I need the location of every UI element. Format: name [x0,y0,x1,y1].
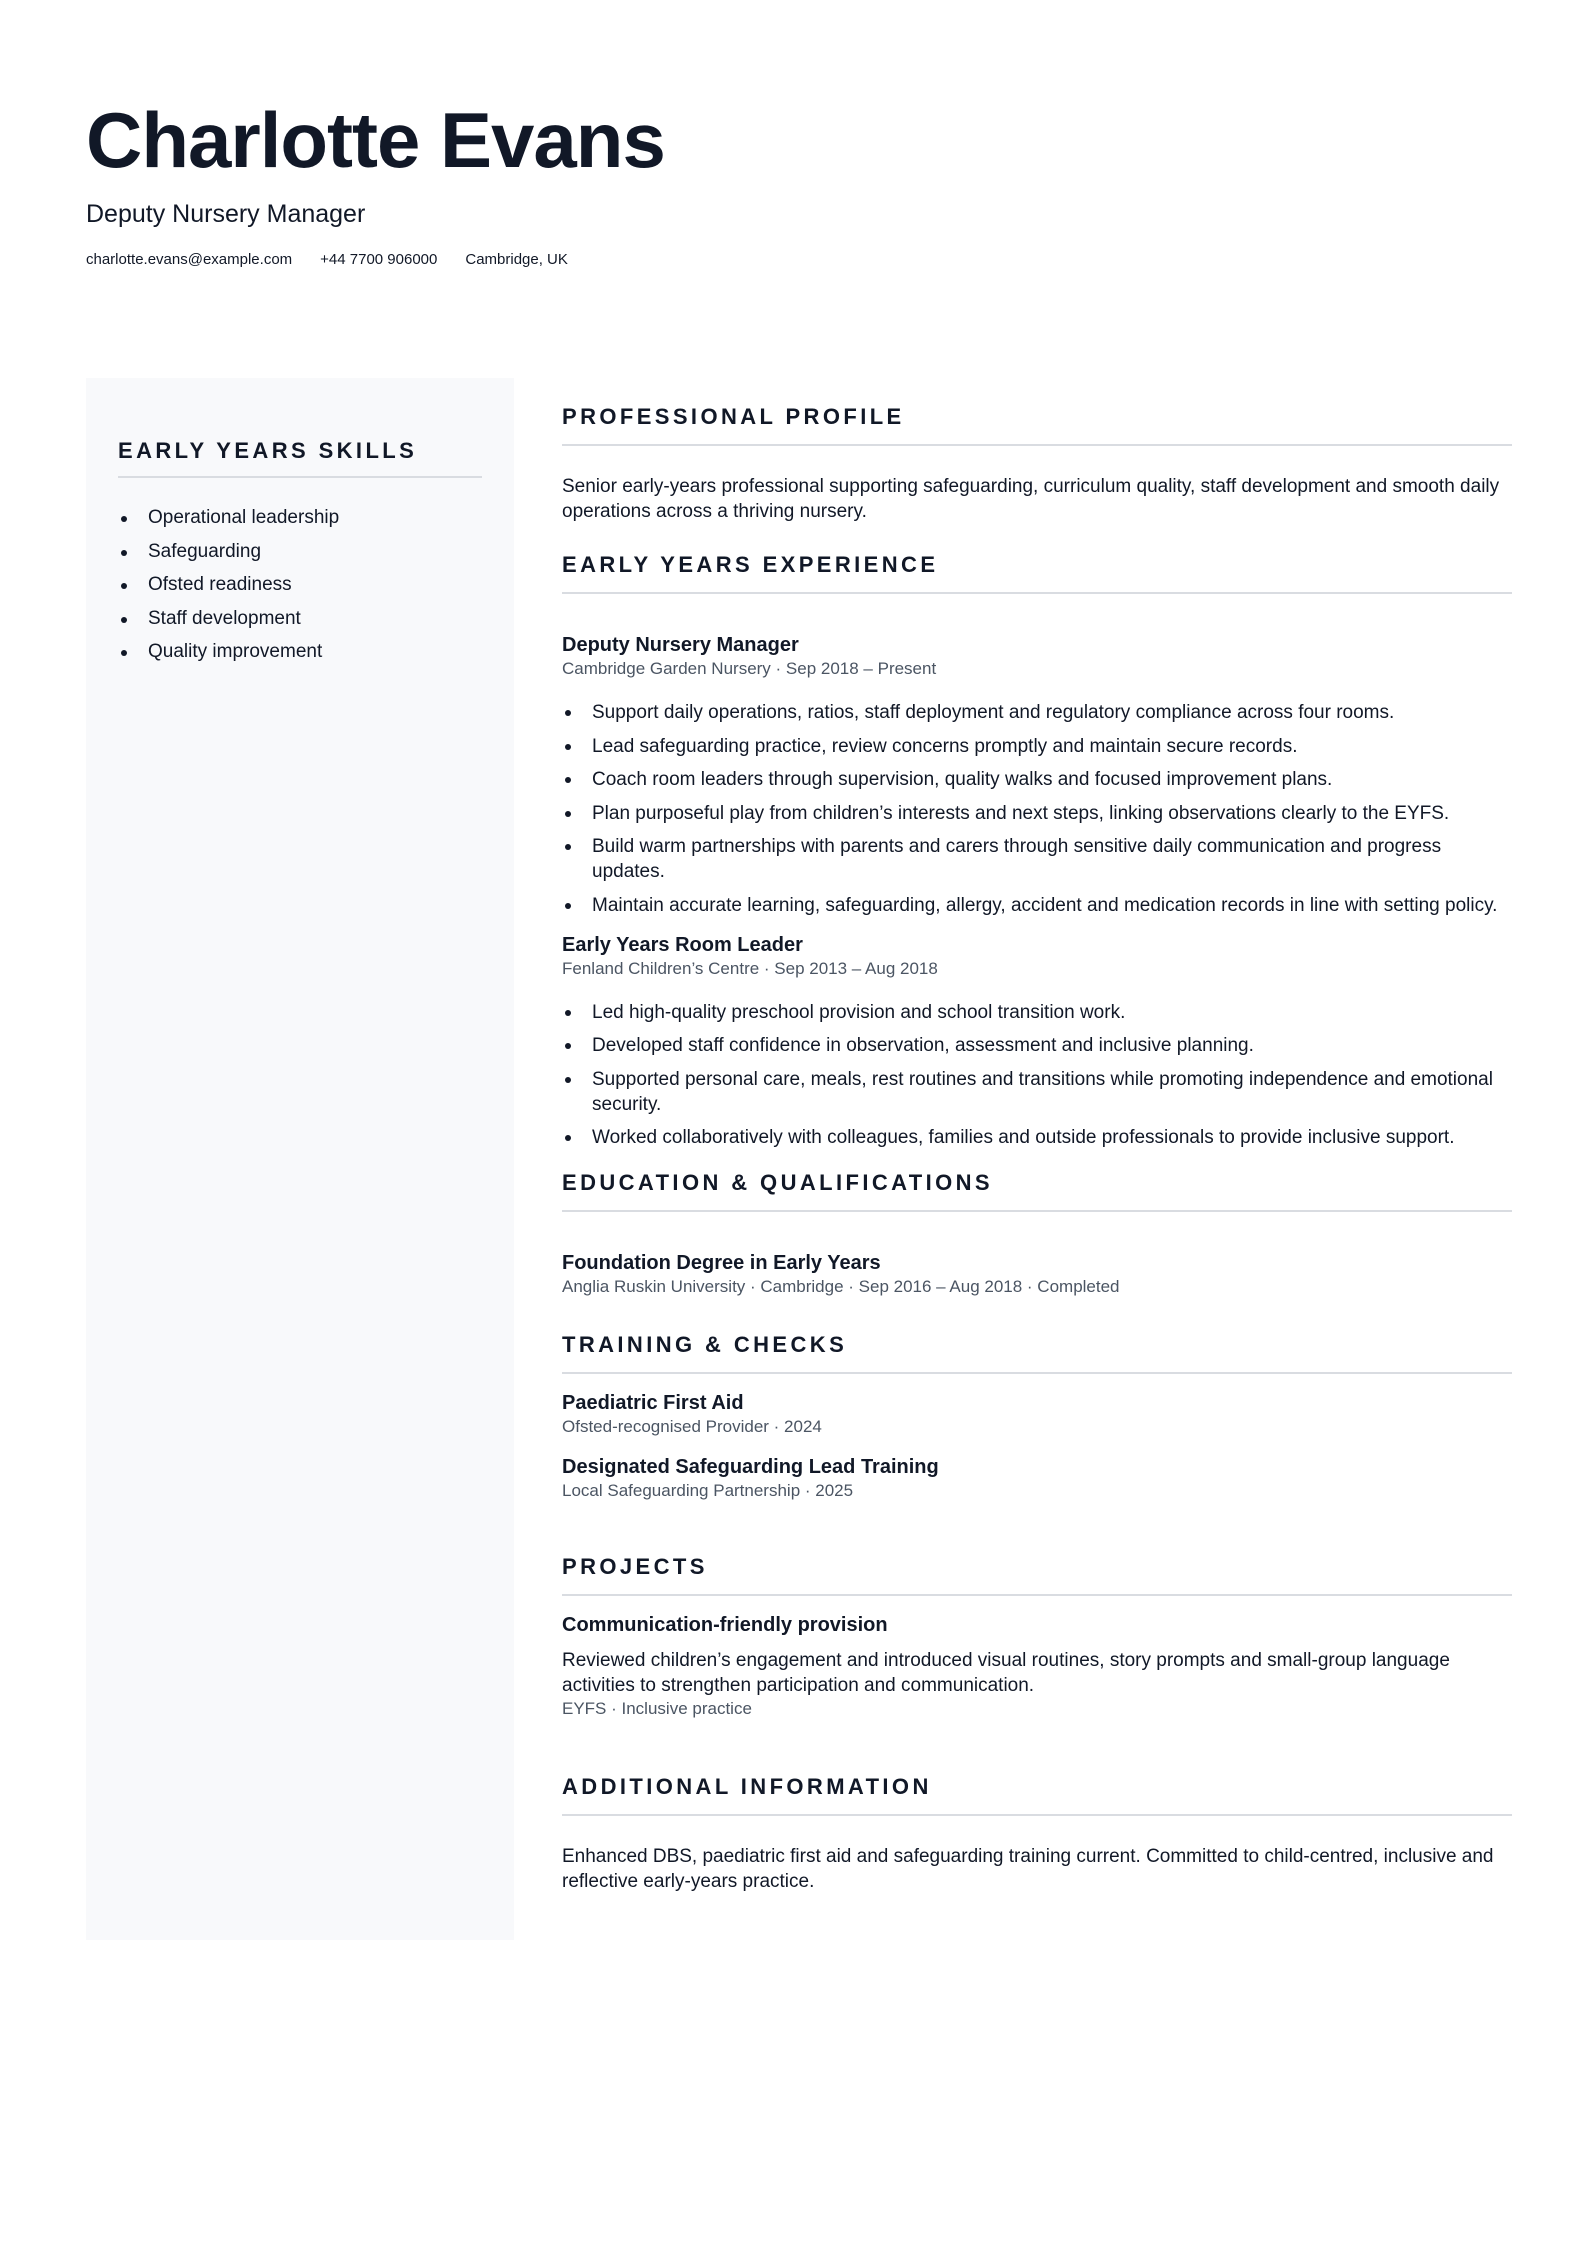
job-entry [562,932,1512,1151]
skill-item: Staff development [118,607,482,631]
profile-text: Senior early-years professional supporting safeguarding, curriculum quality, staff development and smooth daily operations across a thriving nursery. [562,476,1500,522]
job-bullet: Worked collaboratively with colleagues, families and outside professionals to provide inclusive support. [562,1125,1512,1150]
education-entry [562,1250,1512,1298]
training-section [562,1330,1512,1502]
education-section [562,1168,1512,1298]
experience-section [562,550,1512,1150]
skills-heading: EARLY YEARS SKILLS [118,436,482,478]
skill-item: Quality improvement [118,640,482,664]
training-title: Paediatric First Aid [562,1392,744,1414]
contact-location: Cambridge, UK [465,251,568,268]
job-bullet: Developed staff confidence in observation, assessment and inclusive planning. [562,1033,1512,1058]
candidate-role: Deputy Nursery Manager [86,200,366,228]
project-title: Communication-friendly provision [562,1614,888,1636]
skill-item: Ofsted readiness [118,573,482,597]
skill-item: Safeguarding [118,540,482,564]
projects-section [562,1552,1512,1720]
job-bullet: Coach room leaders through supervision, quality walks and focused improvement plans. [562,767,1512,792]
projects-heading: PROJECTS [562,1552,1512,1596]
skill-item: Operational leadership [118,506,482,530]
education-title: Foundation Degree in Early Years [562,1252,881,1274]
skills-list [118,506,482,664]
job-bullets [562,1000,1512,1151]
job-meta: Fenland Children’s Centre · Sep 2013 – Aug 2018 [562,958,938,978]
training-meta: Local Safeguarding Partnership · 2025 [562,1481,854,1500]
additional-heading: ADDITIONAL INFORMATION [562,1772,1512,1816]
contact-phone[interactable]: +44 7700 906000 [320,251,438,268]
profile-heading: PROFESSIONAL PROFILE [562,402,1512,446]
job-bullet: Maintain accurate learning, safeguarding, allergy, accident and medication records in line with setting policy. [562,893,1512,918]
main-column [562,402,1512,1894]
job-bullet: Supported personal care, meals, rest routines and transitions while promoting independence and emotional security. [562,1067,1512,1117]
project-text: Reviewed children’s engagement and introduced visual routines, story prompts and small-group language activities to strengthen participation and communication. [562,1650,1450,1696]
job-bullet: Led high-quality preschool provision and school transition work. [562,1000,1512,1025]
job-title: Deputy Nursery Manager [562,634,799,656]
training-entry [562,1454,1512,1502]
profile-section [562,402,1512,524]
sidebar [86,378,514,1940]
job-bullets [562,700,1512,918]
project-entry [562,1612,1512,1720]
experience-heading: EARLY YEARS EXPERIENCE [562,550,1512,594]
project-tags: EYFS · Inclusive practice [562,1699,752,1718]
education-meta: Anglia Ruskin University · Cambridge · Sep 2016 – Aug 2018 · Completed [562,1277,1120,1296]
candidate-name: Charlotte Evans [86,96,665,184]
job-bullet: Plan purposeful play from children’s interests and next steps, linking observations clearly to the EYFS. [562,801,1512,826]
job-bullet: Support daily operations, ratios, staff deployment and regulatory compliance across four rooms. [562,700,1512,725]
contact-row [86,250,665,270]
contact-email[interactable]: charlotte.evans@example.com [86,251,293,268]
training-heading: TRAINING & CHECKS [562,1330,1512,1374]
job-meta: Cambridge Garden Nursery · Sep 2018 – Present [562,659,937,678]
additional-section [562,1772,1512,1894]
training-title: Designated Safeguarding Lead Training [562,1456,939,1478]
job-entry [562,632,1512,918]
education-heading: EDUCATION & QUALIFICATIONS [562,1168,1512,1212]
job-title: Early Years Room Leader [562,933,803,956]
additional-text: Enhanced DBS, paediatric first aid and safeguarding training current. Committed to child-centred, inclusive and reflective early-years practice. [562,1846,1494,1892]
training-meta: Ofsted-recognised Provider · 2024 [562,1417,822,1436]
training-entry [562,1390,1512,1438]
resume-header [86,96,665,270]
job-bullet: Build warm partnerships with parents and carers through sensitive daily communication and progress updates. [562,834,1512,884]
job-bullet: Lead safeguarding practice, review concerns promptly and maintain secure records. [562,734,1512,759]
